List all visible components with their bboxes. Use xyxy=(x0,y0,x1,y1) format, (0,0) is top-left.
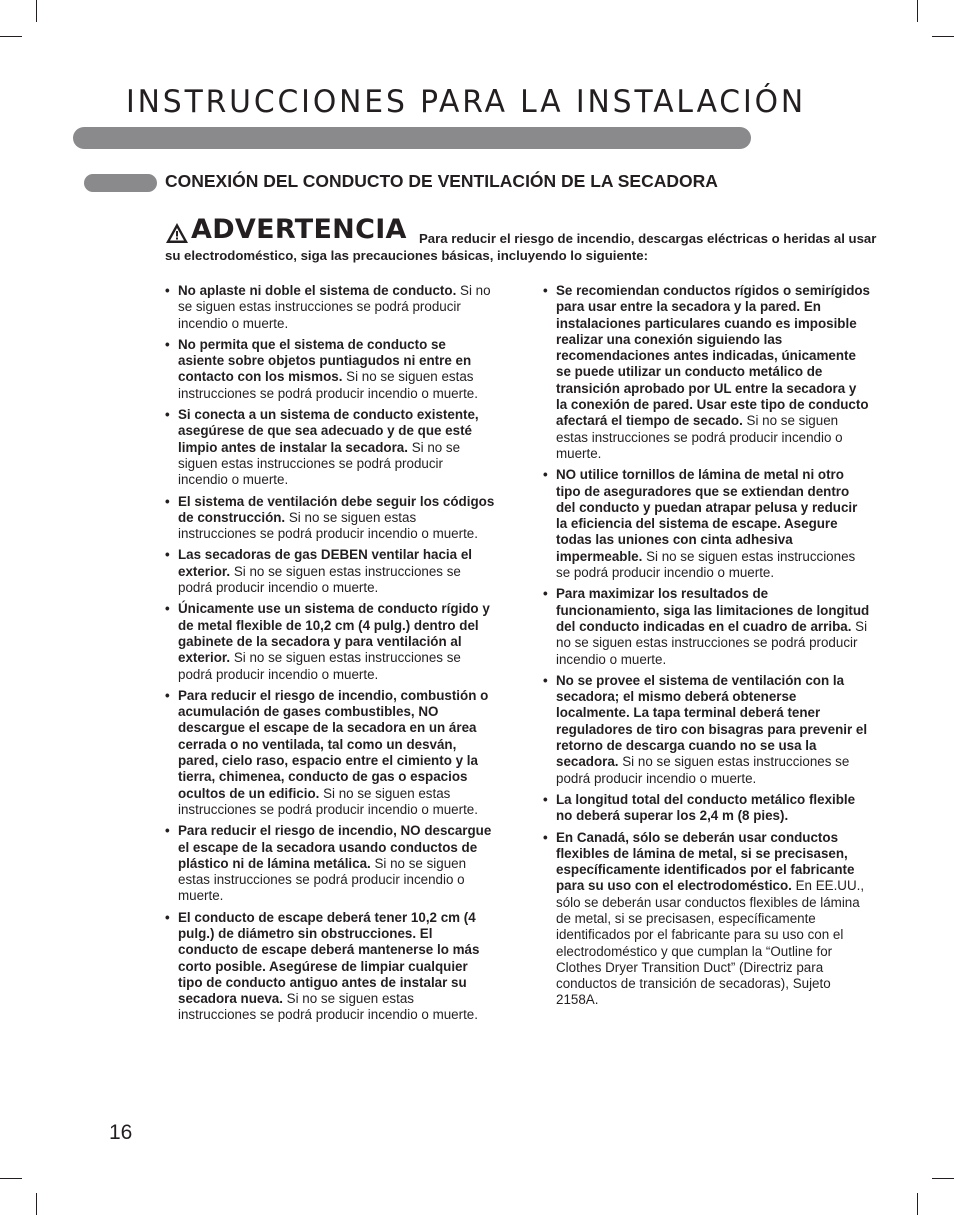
list-item: • No aplaste ni doble el sistema de conducto. Si no se siguen estas instrucciones se podrá producir incendio o muerte. xyxy=(165,283,491,331)
list-item: • Únicamente use un sistema de conducto rígido y de metal flexible de 10,2 cm (4 pulg.) dentro del gabinete de la secadora y para ventilación al exterior. Si no se siguen estas instrucciones se podrá producir incendio o muerte. xyxy=(165,601,490,682)
list-item: • El conducto de escape deberá tener 10,2 cm (4 pulg.) de diámetro sin obstrucciones. El conducto de escape deberá mantenerse lo más corto posible. Asegúrese de limpiar cualquier tipo de conducto antiguo antes de instalar su secadora nueva. Si no se siguen estas instrucciones se podrá producir incendio o muerte. xyxy=(165,909,480,1023)
list-item: • No se provee el sistema de ventilación con la secadora; el mismo deberá obtenerse localmente. La tapa terminal deberá tener reguladores de tiro con bisagras para prevenir el retorno de descarga cuando no se usa la secadora. Si no se siguen estas instrucciones se podrá producir incendio o muerte. xyxy=(543,672,868,786)
list-item: • Para maximizar los resultados de funcionamiento, siga las limitaciones de longitud del conducto indicadas en el cuadro de arriba. Si no se siguen estas instrucciones se podrá producir incendio o muerte. xyxy=(543,586,870,667)
warning-text: Para reducir el riesgo de incendio, descargas eléctricas o heridas al usar su electrodoméstico, siga las precauciones básicas, incluyendo lo siguiente: xyxy=(165,231,877,263)
list-item: • Si conecta a un sistema de conducto existente, asegúrese de que sea adecuado y de que esté limpio antes de instalar la secadora. Si no se siguen estas instrucciones se podrá producir incendio o muerte. xyxy=(165,407,479,488)
page-number: 16 xyxy=(109,1121,133,1144)
list-item: • No permita que el sistema de conducto se asiente sobre objetos puntiagudos ni entre en contacto con los mismos. Si no se siguen estas instrucciones se podrá producir incendio o muerte. xyxy=(165,336,478,401)
warning-block xyxy=(165,214,885,264)
list-item: • En Canadá, sólo se deberán usar conductos flexibles de lámina de metal, si se precisasen, específicamente identificados por el fabricante para su uso con el electrodoméstico. En EE.UU., sólo se deberán usar conductos flexibles de lámina de metal, si se precisasen, específicamente identificados por el fabricante para su uso con el electrodoméstico y que cumplan la “Outline for Clothes Dryer Transition Duct” (Directriz para conductos de transición de secadoras), Sujeto 2158A. xyxy=(543,829,865,1008)
list-item: • Para reducir el riesgo de incendio, NO descargue el escape de la secadora usando conductos de plástico ni de lámina metálica. Si no se siguen estas instrucciones se podrá producir incendio o muerte. xyxy=(165,823,492,904)
crop-mark xyxy=(932,1178,954,1179)
crop-mark xyxy=(36,1193,37,1215)
crop-mark xyxy=(932,36,954,37)
warning-word: ADVERTENCIA xyxy=(191,214,407,245)
crop-mark xyxy=(36,0,37,22)
page-title: INSTRUCCIONES PARA LA INSTALACIÓN xyxy=(126,84,807,120)
left-column xyxy=(165,283,495,1029)
right-column xyxy=(543,283,871,1014)
crop-mark xyxy=(917,1193,918,1215)
list-item: • La longitud total del conducto metálico flexible no deberá superar los 2,4 m (8 pies). xyxy=(543,791,856,824)
section-marker-pill xyxy=(84,174,157,192)
title-underline-bar xyxy=(73,127,751,149)
section-heading: CONEXIÓN DEL CONDUCTO DE VENTILACIÓN DE LA SECADORA xyxy=(165,171,718,191)
crop-mark xyxy=(0,1178,22,1179)
crop-mark xyxy=(917,0,918,22)
warning-triangle-icon xyxy=(165,222,189,244)
list-item: • Las secadoras de gas DEBEN ventilar hacia el exterior. Si no se siguen estas instrucciones se podrá producir incendio o muerte. xyxy=(165,547,472,596)
list-item: • El sistema de ventilación debe seguir los códigos de construcción. Si no se siguen estas instrucciones se podrá producir incendio o muerte. xyxy=(165,493,495,542)
crop-mark xyxy=(0,36,22,37)
list-item: • Se recomiendan conductos rígidos o semirígidos para usar entre la secadora y la pared. En instalaciones particulares cuando es imposible realizar una conexión siguiendo las recomendaciones antes indicadas, únicamente se puede utilizar un conducto metálico de transición aprobado por UL entre la secadora y la conexión de pared. Usar este tipo de conducto afectará el tiempo de secado. Si no se siguen estas instrucciones se podrá producir incendio o muerte. xyxy=(543,283,871,461)
list-item: • Para reducir el riesgo de incendio, combustión o acumulación de gases combustibles, NO descargue el escape de la secadora en un área cerrada o no ventilada, tal como un desván, pared, cielo raso, espacio entre el cimiento y la tierra, chimenea, conducto de gas o espacios ocultos de un edificio. Si no se siguen estas instrucciones se podrá producir incendio o muerte. xyxy=(165,687,489,817)
list-item: • NO utilice tornillos de lámina de metal ni otro tipo de aseguradores que se extiendan dentro del conducto y puedan atrapar pelusa y reducir la eficiencia del sistema de escape. Asegure todas las uniones con cinta adhesiva impermeable. Si no se siguen estas instrucciones se podrá producir incendio o muerte. xyxy=(543,467,858,581)
